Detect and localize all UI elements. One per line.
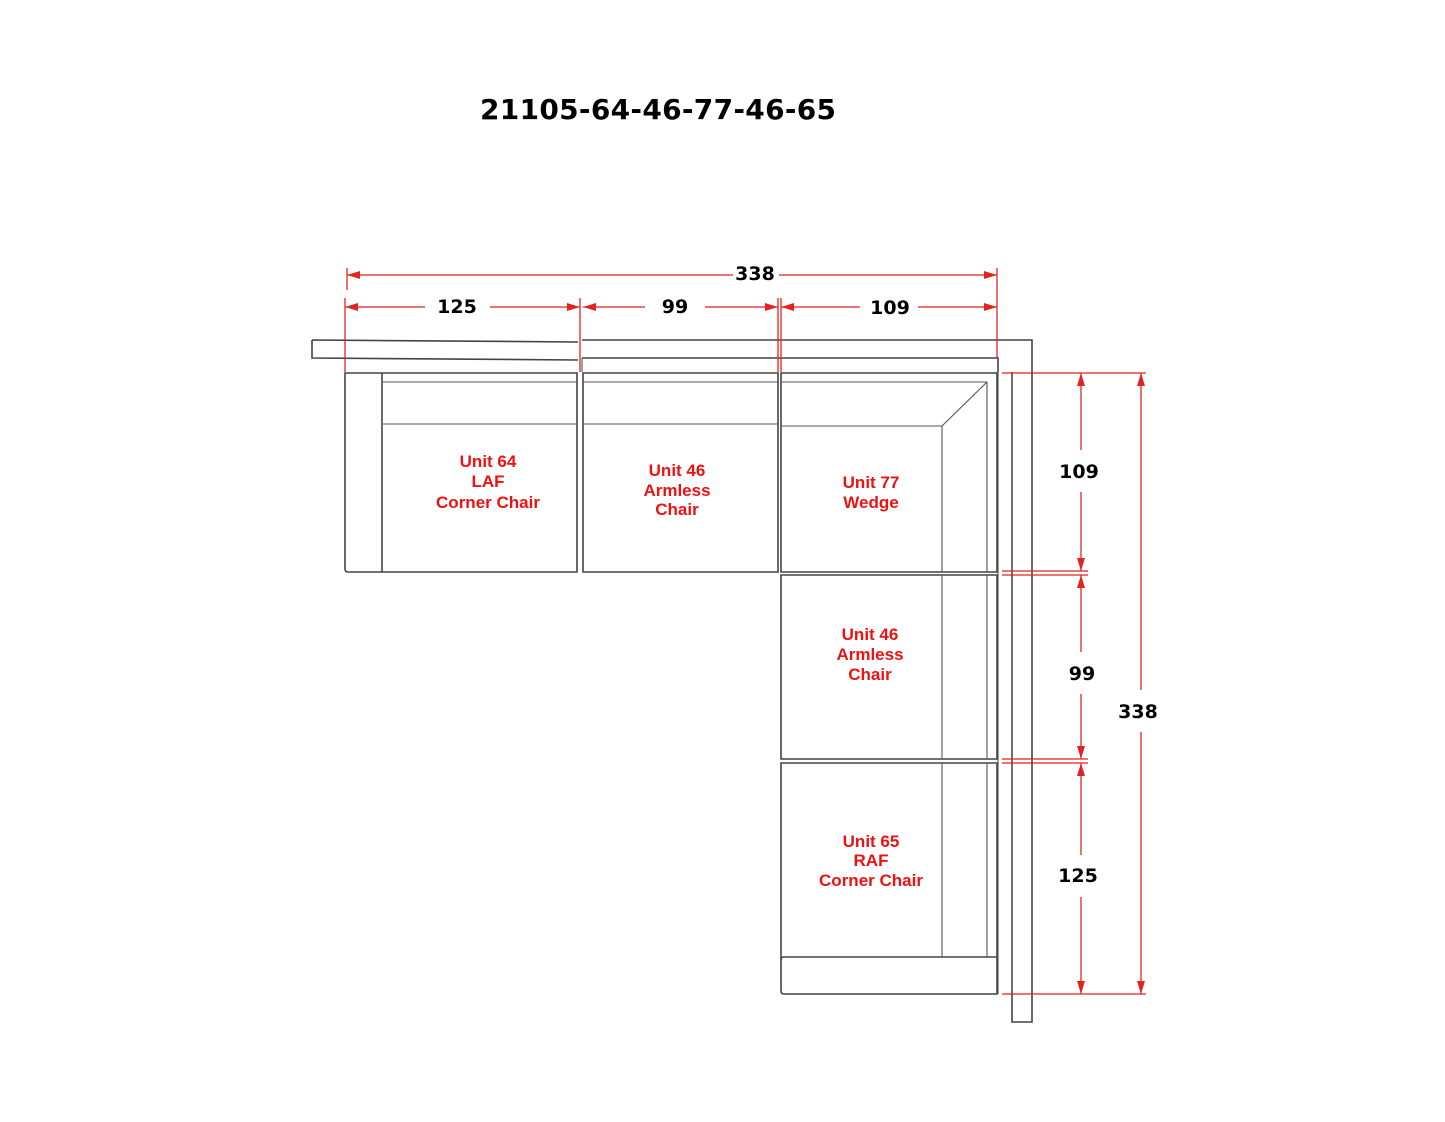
dim-right-segment-1: 109 bbox=[1059, 461, 1099, 483]
unit-label-line: Chair bbox=[655, 500, 699, 519]
dim-top-segment-1: 125 bbox=[437, 296, 477, 318]
diagram-title: 21105-64-46-77-46-65 bbox=[480, 93, 837, 126]
top-dimensions bbox=[345, 268, 997, 372]
unit-label-46-top bbox=[643, 461, 710, 519]
unit-64-shape bbox=[345, 373, 577, 572]
unit-label-line: Unit 77 bbox=[842, 473, 900, 492]
unit-label-line: Unit 65 bbox=[842, 832, 900, 851]
unit-label-64 bbox=[436, 452, 540, 512]
unit-label-line: Armless bbox=[836, 645, 904, 664]
back-rail-inner bbox=[582, 358, 1012, 994]
dim-right-segment-2: 99 bbox=[1068, 663, 1096, 685]
dim-right-total: 338 bbox=[1118, 701, 1158, 723]
unit-label-46-right bbox=[836, 625, 903, 684]
unit-label-line: Wedge bbox=[843, 493, 899, 512]
dim-right-segment-3: 125 bbox=[1058, 865, 1098, 887]
unit-label-65 bbox=[819, 832, 923, 890]
unit-label-line: Unit 46 bbox=[648, 461, 706, 480]
unit-label-line: Corner Chair bbox=[819, 871, 923, 890]
unit-label-line: Corner Chair bbox=[436, 493, 540, 512]
furniture-outline bbox=[312, 340, 1032, 1022]
unit-label-77 bbox=[843, 473, 900, 512]
back-rail bbox=[312, 340, 1032, 1022]
unit-label-line: Unit 46 bbox=[841, 625, 899, 644]
dim-top-segment-2: 99 bbox=[661, 296, 689, 318]
unit-label-line: Unit 64 bbox=[459, 452, 517, 471]
unit-label-line: Chair bbox=[848, 665, 892, 684]
unit-label-line: Armless bbox=[643, 481, 711, 500]
unit-label-line: RAF bbox=[853, 851, 889, 870]
unit-label-line: LAF bbox=[471, 472, 505, 491]
dim-top-total: 338 bbox=[735, 263, 775, 285]
dim-top-segment-3: 109 bbox=[870, 297, 910, 319]
